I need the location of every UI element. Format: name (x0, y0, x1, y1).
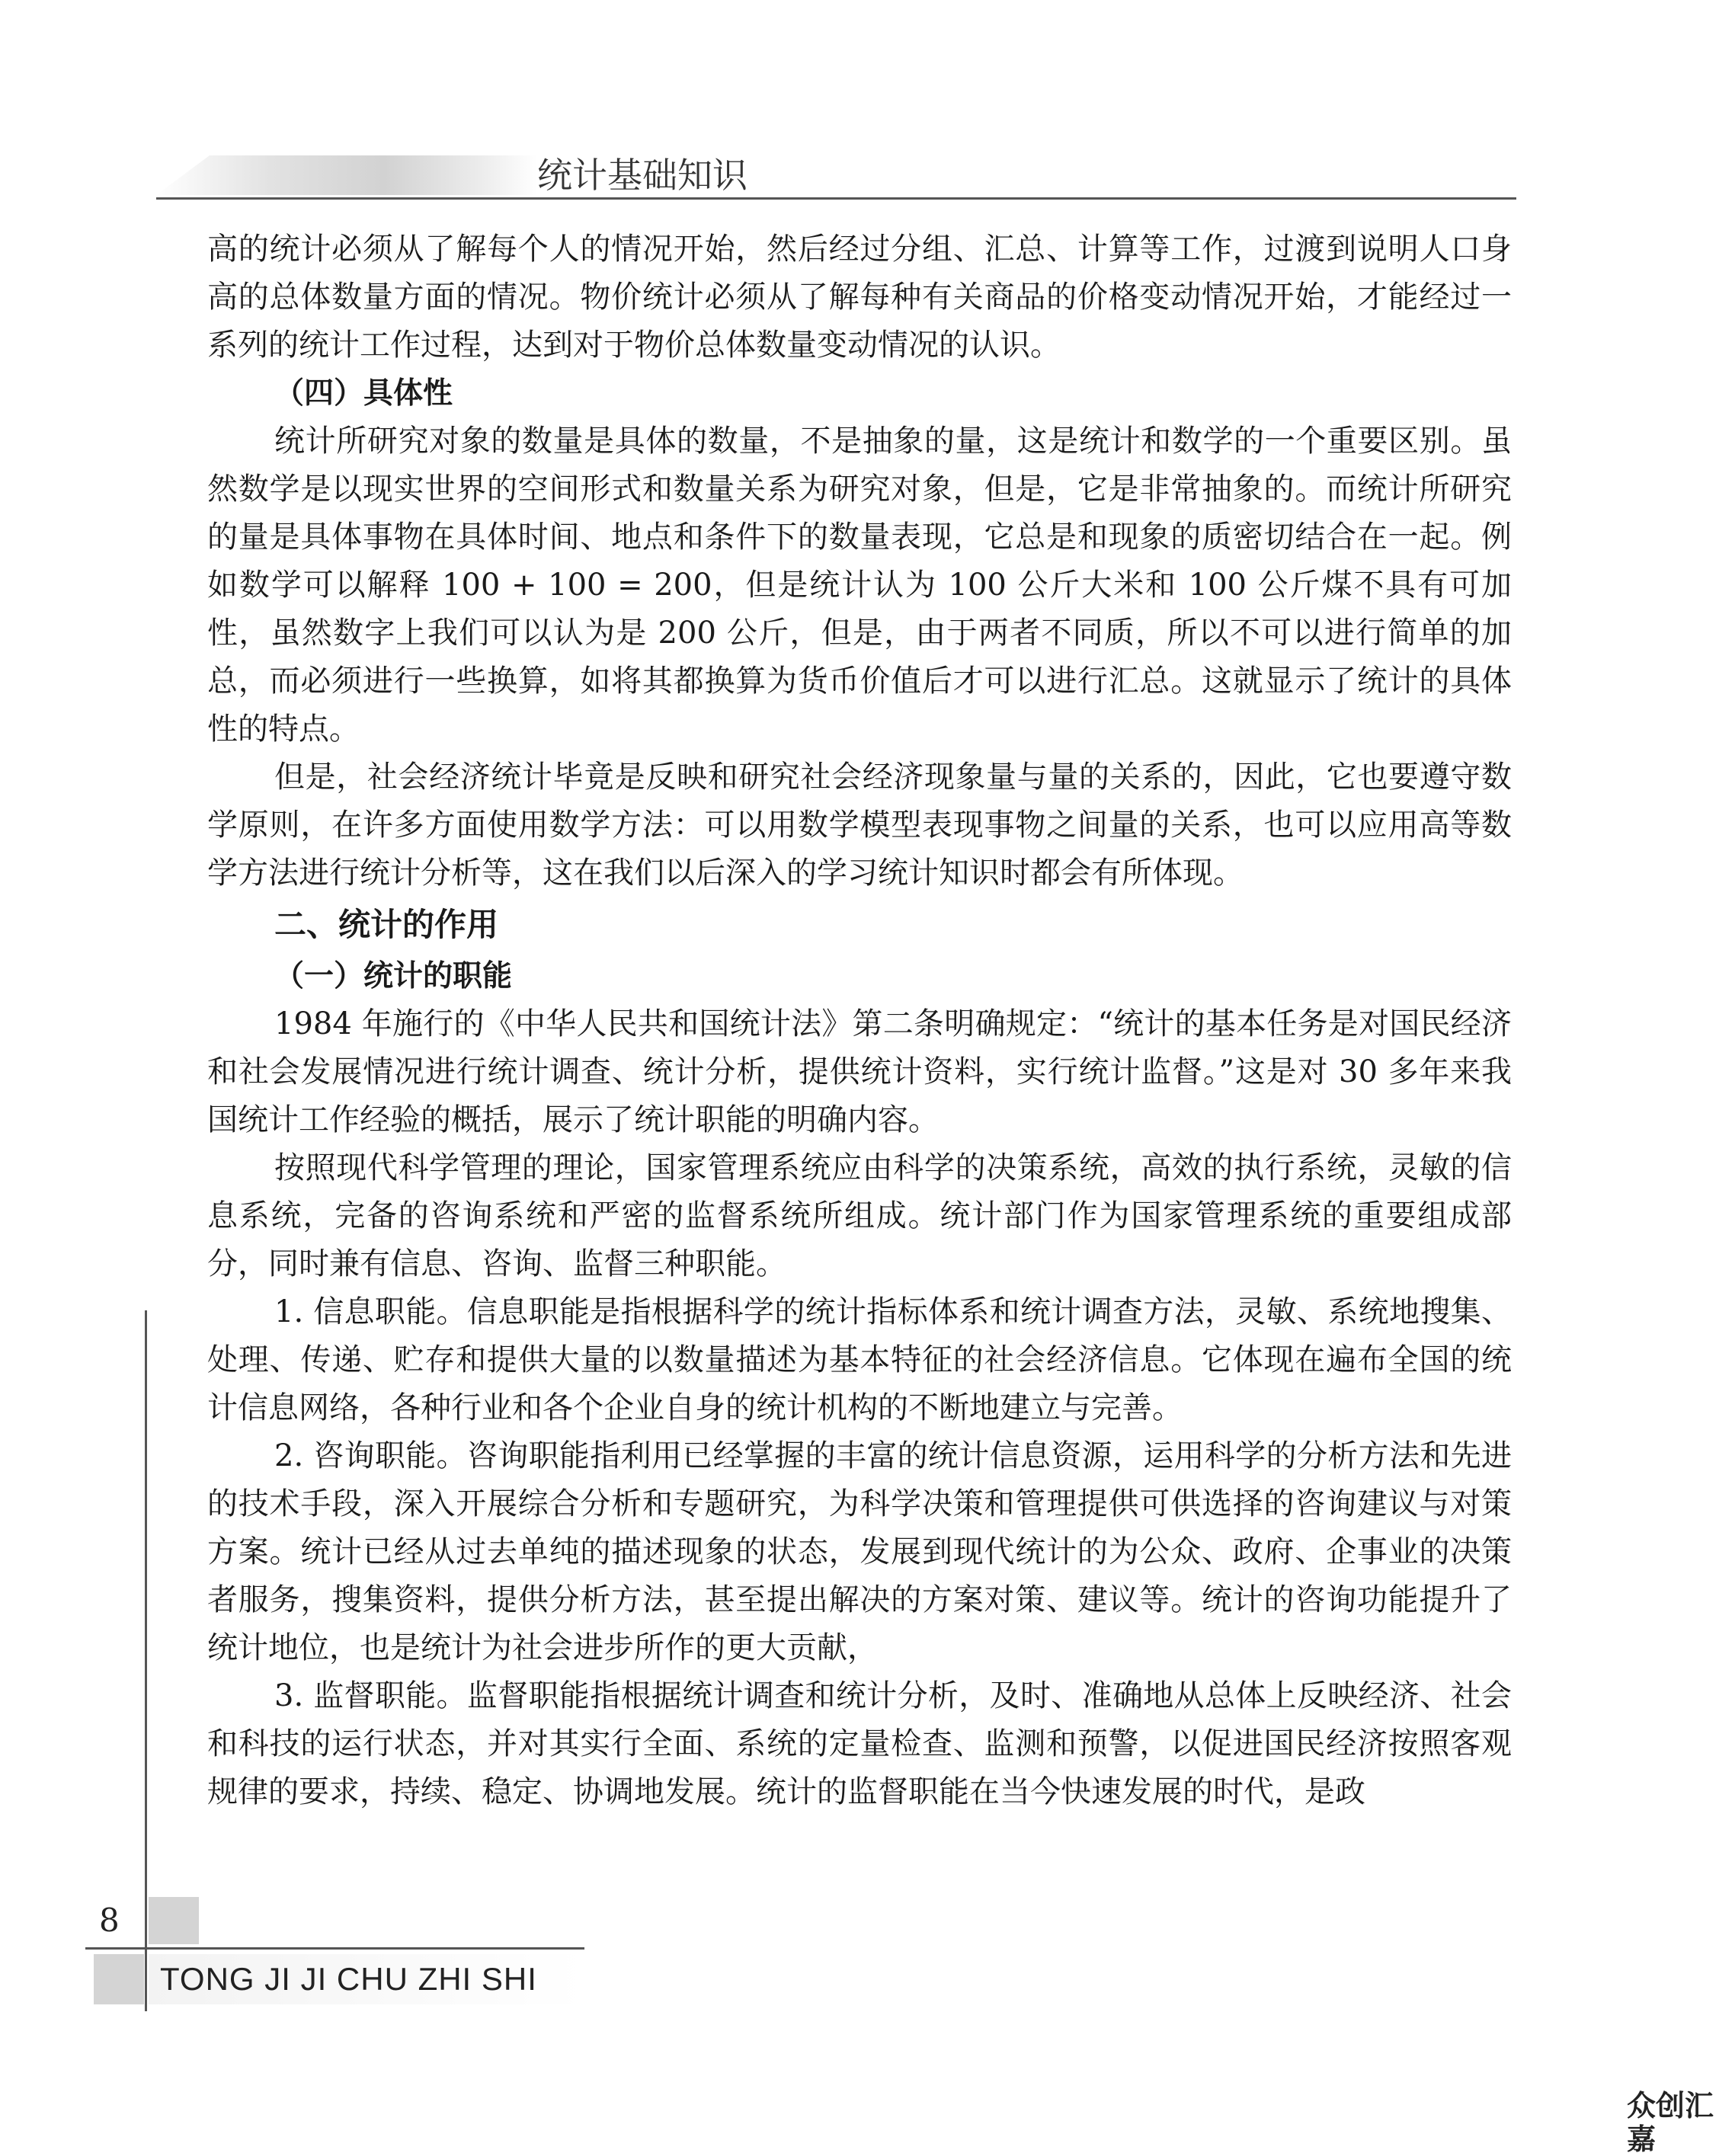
page-number: 8 (99, 1902, 120, 1939)
header-rule (156, 197, 1516, 200)
paragraph-information-function: 1. 信息职能。信息职能是指根据科学的统计指标体系和统计调查方法，灵敏、系统地搜集、处理、传递、贮存和提供大量的以数量描述为基本特征的社会经济信息。它体现在遍布全国的统计信息网络，各种行业和各个企业自身的统计机构的不断地建立与完善。 (207, 1294, 1512, 1425)
running-header-title: 统计基础知识 (537, 155, 747, 196)
paragraph-math-principles: 但是，社会经济统计毕竟是反映和研究社会经济现象量与量的关系的，因此，它也要遵守数学原则，在许多方面使用数学方法：可以用数学模型表现事物之间量的关系，也可以应用高等数学方法进行统计分析等，这在我们以后深入的学习统计知识时都会有所体现。 (207, 760, 1512, 891)
footer-horizontal-rule (85, 1947, 584, 1950)
footer-vertical-rule (145, 1310, 147, 2011)
paragraph-management-system: 按照现代科学管理的理论，国家管理系统应由科学的决策系统，高效的执行系统，灵敏的信息系统，完备的咨询系统和严密的监督系统所组成。统计部门作为国家管理系统的重要组成部分，同时兼有信息、咨询、监督三种职能。 (207, 1150, 1512, 1281)
page-body (207, 226, 1512, 1816)
paragraph-concreteness: 统计所研究对象的数量是具体的数量，不是抽象的量，这是统计和数学的一个重要区别。虽然数学是以现实世界的空间形式和数量关系为研究对象，但是，它是非常抽象的。而统计所研究的量是具体事物在具体时间、地点和条件下的数量表现，它总是和现象的质密切结合在一起。例如数学可以解释 100 + 100 = 200，但是统计认为 100 公斤大米和 100 公斤煤不具有可加性，虽然数字上我们可以认为是 200 公斤，但是，由于两者不同质，所以不可以进行简单的加总，而必须进行一些换算，如将其都换算为货币价值后才可以进行汇总。这就显示了统计的具体性的特点。 (207, 424, 1512, 747)
footer-series-title: TONG JI JI CHU ZHI SHI (160, 1961, 537, 1997)
footer-grey-block (94, 1954, 144, 2004)
subheading-concreteness: （四）具体性 (274, 376, 453, 411)
paragraph-continuation: 高的统计必须从了解每个人的情况开始，然后经过分组、汇总、计算等工作，过渡到说明人口身高的总体数量方面的情况。物价统计必须从了解每种有关商品的价格变动情况开始，才能经过一系列的统计工作过程，达到对于物价总体数量变动情况的认识。 (207, 232, 1512, 363)
watermark: 众创汇嘉 (1627, 2089, 1714, 2156)
subheading-functions: （一）统计的职能 (274, 959, 513, 993)
header-decoration (156, 155, 537, 195)
paragraph-statistics-law: 1984 年施行的《中华人民共和国统计法》第二条明确规定：“统计的基本任务是对国民经济和社会发展情况进行统计调查、统计分析，提供统计资料，实行统计监督。”这是对 30 多年来我国统计工作经验的概括，展示了统计职能的明确内容。 (207, 1006, 1512, 1137)
paragraph-consulting-function: 2. 咨询职能。咨询职能指利用已经掌握的丰富的统计信息资源，运用科学的分析方法和先进的技术手段，深入开展综合分析和专题研究，为科学决策和管理提供可供选择的咨询建议与对策方案。统计已经从过去单纯的描述现象的状态，发展到现代统计的为公众、政府、企事业的决策者服务，搜集资料，提供分析方法，甚至提出解决的方案对策、建议等。统计的咨询功能提升了统计地位，也是统计为社会进步所作的更大贡献， (207, 1438, 1512, 1665)
footer-grey-block (149, 1897, 199, 1944)
paragraph-supervision-function: 3. 监督职能。监督职能指根据统计调查和统计分析，及时、准确地从总体上反映经济、社会和科技的运行状态，并对其实行全面、系统的定量检查、监测和预警，以促进国民经济按照客观规律的要求，持续、稳定、协调地发展。统计的监督职能在当今快速发展的时代，是政 (207, 1678, 1512, 1809)
section-heading-role-of-statistics: 二、统计的作用 (274, 906, 499, 943)
